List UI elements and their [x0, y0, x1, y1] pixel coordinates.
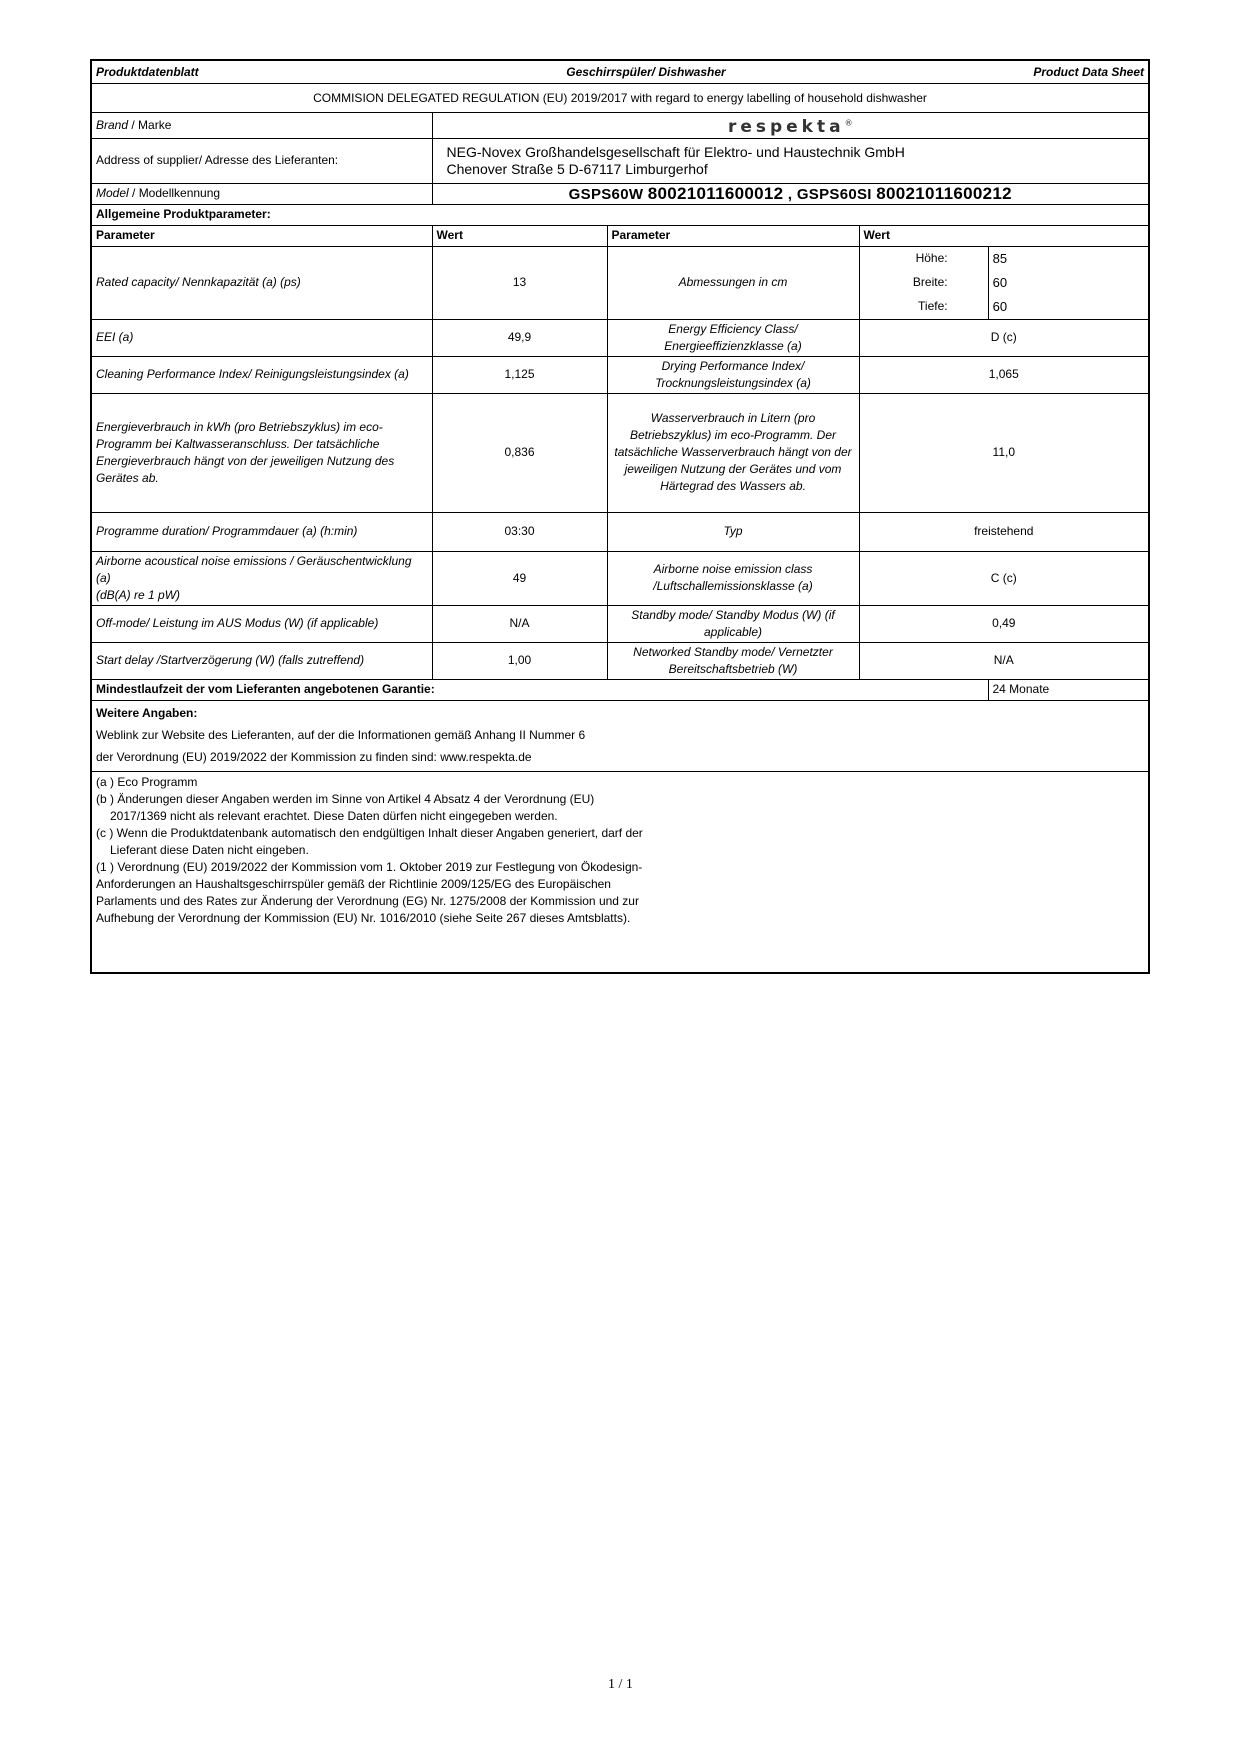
- header-center: Geschirrspüler/ Dishwasher: [566, 64, 726, 79]
- drying-value: 1,065: [859, 356, 1149, 393]
- brand-row: [91, 113, 1149, 139]
- note-b-1: (b ) Änderungen dieser Angaben werden im Sinne von Artikel 4 Absatz 4 der Verordnung (EU): [96, 791, 595, 806]
- further-info: [91, 700, 1149, 771]
- header-row: [91, 60, 1149, 84]
- consumption-row: [91, 393, 1149, 512]
- data-sheet-table: [90, 59, 1150, 974]
- dimensions-label: Abmessungen in cm: [607, 246, 859, 319]
- model-label: Model / Modellkennung: [91, 183, 432, 204]
- page-number: 1 / 1: [608, 1677, 633, 1692]
- further-info-row: [91, 700, 1149, 771]
- col-param-1: Parameter: [91, 225, 432, 246]
- note-1-1: (1 ) Verordnung (EU) 2019/2022 der Kommission vom 1. Oktober 2019 zur Festlegung von Ökodesign-: [96, 859, 643, 874]
- model-identifier: GSPS60W 80021011600012 , GSPS60SI 80021011600212: [432, 183, 1149, 204]
- delay-value: 1,00: [432, 642, 607, 679]
- col-value-1: Wert: [432, 225, 607, 246]
- energy-value: 0,836: [432, 393, 607, 512]
- water-value: 11,0: [859, 393, 1149, 512]
- notes-row: [91, 771, 1149, 973]
- note-c-2: Lieferant diese Daten nicht eingeben.: [110, 842, 309, 857]
- drying-label: Drying Performance Index/ Trocknungsleistungsindex (a): [607, 356, 859, 393]
- dimensions-values: [859, 246, 1149, 319]
- note-1-3: Parlaments und des Rates zur Änderung der Verordnung (EG) Nr. 1275/2008 der Kommission und zur: [96, 893, 639, 908]
- standby-value: 0,49: [859, 605, 1149, 642]
- cleaning-row: [91, 356, 1149, 393]
- column-header-row: [91, 225, 1149, 246]
- col-value-2: Wert: [859, 225, 1149, 246]
- regulation-text: COMMISION DELEGATED REGULATION (EU) 2019/2017 with regard to energy labelling of household dishwasher: [91, 84, 1149, 113]
- eei-value: 49,9: [432, 319, 607, 356]
- col-param-2: Parameter: [607, 225, 859, 246]
- duration-value: 03:30: [432, 512, 607, 551]
- standby-label: Standby mode/ Standby Modus (W) (if applicable): [607, 605, 859, 642]
- model-row: [91, 183, 1149, 204]
- regulation-row: [91, 84, 1149, 113]
- cleaning-value: 1,125: [432, 356, 607, 393]
- duration-label: Programme duration/ Programmdauer (a) (h:min): [91, 512, 432, 551]
- cleaning-label: Cleaning Performance Index/ Reinigungsleistungsindex (a): [91, 356, 432, 393]
- general-params-title: Allgemeine Produktparameter:: [91, 204, 1149, 225]
- water-label: Wasserverbrauch in Litern (pro Betriebszyklus) im eco-Programm. Der tatsächliche Wasserverbrauch hängt von der jeweiligen Nutzung der Gerätes und vom Härtegrad des Wassers ab.: [607, 393, 859, 512]
- capacity-label: Rated capacity/ Nennkapazität (a) (ps): [91, 246, 432, 319]
- header-right: Product Data Sheet: [1033, 64, 1145, 79]
- note-c-1: (c ) Wenn die Produktdatenbank automatisch den endgültigen Inhalt dieser Angaben generiert, darf der: [96, 825, 643, 840]
- typ-value: freistehend: [859, 512, 1149, 551]
- further-info-title: Weitere Angaben:: [96, 705, 198, 720]
- offmode-row: [91, 605, 1149, 642]
- note-1-2: Anforderungen an Haushaltsgeschirrspüler gemäß der Richtlinie 2009/125/EG des Europäischen: [96, 876, 611, 891]
- note-1-4: Aufhebung der Verordnung der Kommission (EU) Nr. 1016/2010 (siehe Seite 267 dieses Amtsblatts).: [96, 910, 631, 925]
- capacity-row: [91, 246, 1149, 319]
- noise-class-label: Airborne noise emission class /Luftschallemissionsklasse (a): [607, 551, 859, 605]
- duration-row: [91, 512, 1149, 551]
- delay-row: [91, 642, 1149, 679]
- capacity-value: 13: [432, 246, 607, 319]
- width-label: Breite:: [912, 275, 948, 290]
- energy-label: Energieverbrauch in kWh (pro Betriebszyklus) im eco- Programm bei Kaltwasseranschluss. Der tatsächliche Energieverbrauch hängt von der jeweiligen Nutzung des Gerätes ab.: [91, 393, 432, 512]
- eec-value: D (c): [859, 319, 1149, 356]
- height-value: 85: [988, 247, 1148, 271]
- depth-value: 60: [988, 295, 1148, 319]
- eei-row: [91, 319, 1149, 356]
- supplier-label: Address of supplier/ Adresse des Lieferanten:: [91, 138, 432, 183]
- brand-label: Brand / Marke: [91, 113, 432, 139]
- supplier-address: [432, 138, 1149, 183]
- general-params-row: [91, 204, 1149, 225]
- width-value: 60: [988, 271, 1148, 295]
- noise-value: 49: [432, 551, 607, 605]
- note-a: (a ) Eco Programm: [96, 774, 198, 789]
- offmode-label: Off-mode/ Leistung im AUS Modus (W) (if applicable): [91, 605, 432, 642]
- eec-label: Energy Efficiency Class/ Energieeffizienzklasse (a): [607, 319, 859, 356]
- typ-label: Typ: [607, 512, 859, 551]
- noise-label: Airborne acoustical noise emissions / Geräuschentwicklung (a) (dB(A) re 1 pW): [91, 551, 432, 605]
- supplier-row: [91, 138, 1149, 183]
- further-info-line1: Weblink zur Website des Lieferanten, auf der die Informationen gemäß Anhang II Nummer 6: [96, 727, 586, 742]
- height-label: Höhe:: [915, 251, 948, 266]
- warranty-label: Mindestlaufzeit der vom Lieferanten angebotenen Garantie:: [91, 679, 988, 700]
- noise-row: [91, 551, 1149, 605]
- footnotes: [91, 771, 1149, 973]
- supplier-name: NEG-Novex Großhandelsgesellschaft für Elektro- und Haustechnik GmbH: [446, 143, 905, 160]
- offmode-value: N/A: [432, 605, 607, 642]
- delay-label: Start delay /Startverzögerung (W) (falls zutreffend): [91, 642, 432, 679]
- networked-value: N/A: [859, 642, 1149, 679]
- noise-class-value: C (c): [859, 551, 1149, 605]
- eei-label: EEI (a): [91, 319, 432, 356]
- note-b-2: 2017/1369 nicht als relevant erachtet. Diese Daten dürfen nicht eingegeben werden.: [110, 808, 558, 823]
- respekta-logo: respekta®: [727, 116, 853, 137]
- further-info-line2: der Verordnung (EU) 2019/2022 der Kommission zu finden sind: www.respekta.de: [96, 749, 532, 764]
- header-left: Produktdatenblatt: [96, 64, 199, 79]
- warranty-value: 24 Monate: [988, 679, 1149, 700]
- supplier-street: Chenover Straße 5 D-67117 Limburgerhof: [446, 160, 708, 177]
- product-data-sheet: [90, 59, 1148, 974]
- warranty-row: [91, 679, 1149, 700]
- depth-label: Tiefe:: [918, 299, 948, 314]
- networked-label: Networked Standby mode/ Vernetzter Bereitschaftsbetrieb (W): [607, 642, 859, 679]
- brand-logo: [432, 113, 1149, 139]
